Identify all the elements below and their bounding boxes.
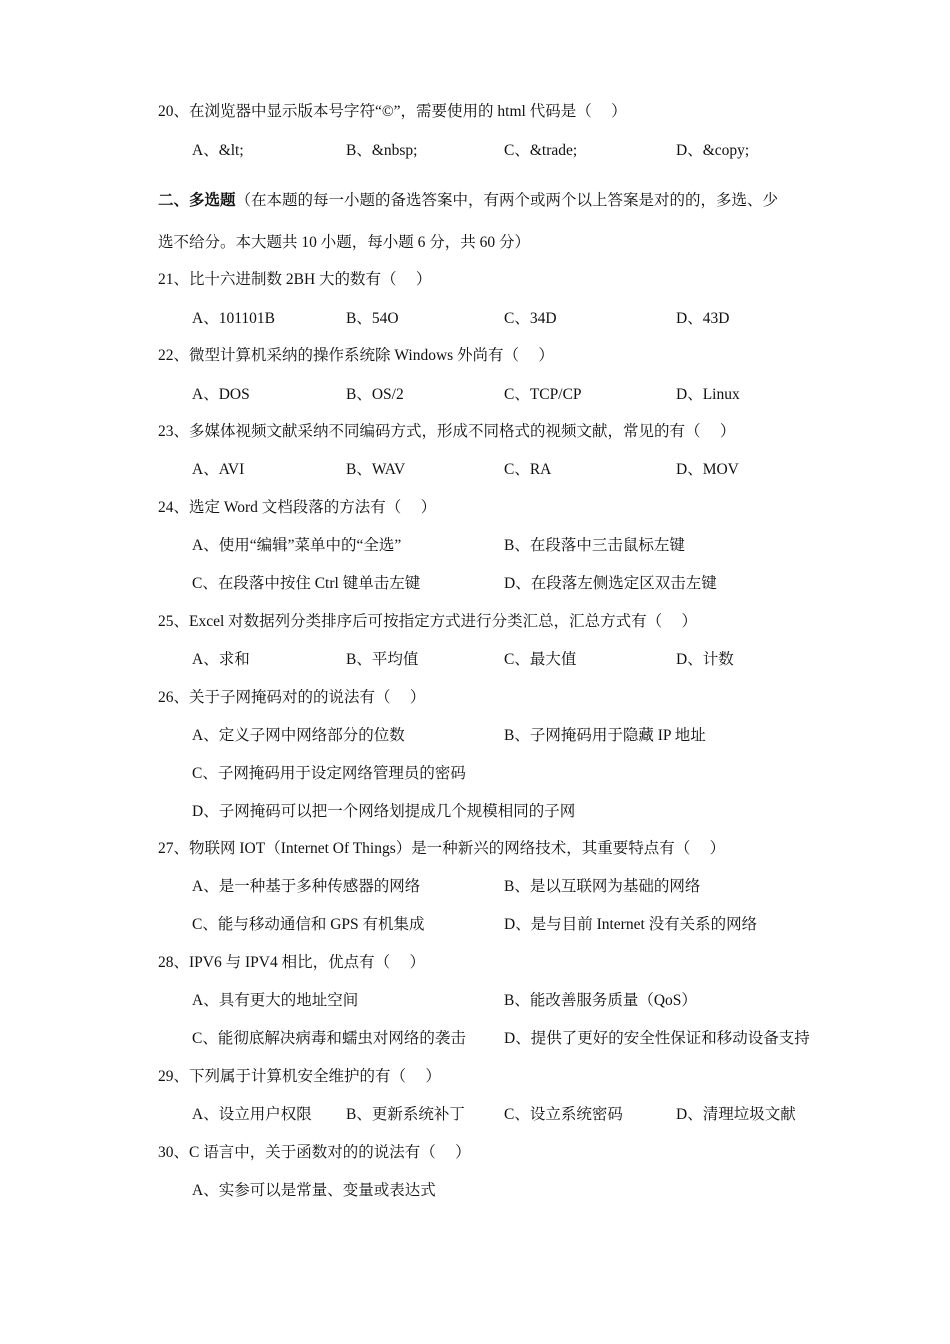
question-22-option-b: B、OS/2 [346, 386, 404, 403]
question-24-stem: 24、选定 Word 文档段落的方法有（ ） [158, 499, 437, 516]
question-30-stem: 30、C 语言中，关于函数对的的说法有（ ） [158, 1144, 471, 1161]
question-29-option-a: A、设立用户权限 [192, 1106, 312, 1123]
section-2-title: 二、多选题 [158, 192, 236, 209]
question-23-option-b: B、WAV [346, 461, 406, 478]
question-23-option-c: C、RA [504, 461, 552, 478]
question-21-stem: 21、比十六进制数 2BH 大的数有（ ） [158, 271, 432, 288]
question-26-option-a: A、定义子网中网络部分的位数 [192, 727, 405, 744]
question-27-stem: 27、物联网 IOT（Internet Of Things）是一种新兴的网络技术，其重要特点有（ ） [158, 840, 726, 857]
question-21-option-a: A、101101B [192, 310, 275, 327]
question-26-option-c: C、子网掩码用于设定网络管理员的密码 [192, 765, 466, 782]
section-2-instructions: （在本题的每一小题的备选答案中，有两个或两个以上答案是对的的，多选、少 [235, 192, 779, 209]
question-29-option-b: B、更新系统补丁 [346, 1106, 465, 1123]
question-28-option-b: B、能改善服务质量（QoS） [504, 992, 697, 1009]
question-27-option-b: B、是以互联网为基础的网络 [504, 878, 701, 895]
question-24-option-b: B、在段落中三击鼠标左键 [504, 537, 685, 554]
question-21-option-b: B、54O [346, 310, 399, 327]
question-27-option-d: D、是与目前 Internet 没有关系的网络 [504, 916, 758, 933]
question-23-option-a: A、AVI [192, 461, 245, 478]
question-26-option-d: D、子网掩码可以把一个网络划提成几个规模相同的子网 [192, 803, 576, 820]
question-21-option-d: D、43D [676, 310, 730, 327]
question-27-option-c: C、能与移动通信和 GPS 有机集成 [192, 916, 425, 933]
question-22-option-d: D、Linux [676, 386, 740, 403]
question-28-stem: 28、IPV6 与 IPV4 相比，优点有（ ） [158, 954, 425, 971]
question-25-option-d: D、计数 [676, 651, 734, 668]
question-22-stem: 22、微型计算机采纳的操作系统除 Windows 外尚有（ ） [158, 347, 554, 364]
question-25-stem: 25、Excel 对数据列分类排序后可按指定方式进行分类汇总，汇总方式有（ ） [158, 613, 698, 630]
question-20-stem: 20、在浏览器中显示版本号字符“©”，需要使用的 html 代码是（ ） [158, 103, 627, 120]
question-25-option-a: A、求和 [192, 651, 250, 668]
section-2-heading-line [158, 191, 778, 211]
question-28-option-c: C、能彻底解决病毒和蠕虫对网络的袭击 [192, 1030, 466, 1047]
question-24-option-d: D、在段落左侧选定区双击左键 [504, 575, 717, 592]
question-20-option-b: B、&nbsp; [346, 142, 418, 159]
question-25-option-b: B、平均值 [346, 651, 419, 668]
question-22-option-a: A、DOS [192, 386, 250, 403]
question-21-option-c: C、34D [504, 310, 557, 327]
question-30-option-a: A、实参可以是常量、变量或表达式 [192, 1182, 436, 1199]
question-20-option-c: C、&trade; [504, 142, 578, 159]
question-29-option-d: D、清理垃圾文献 [676, 1106, 796, 1123]
question-29-option-c: C、设立系统密码 [504, 1106, 623, 1123]
question-23-stem: 23、多媒体视频文献采纳不同编码方式，形成不同格式的视频文献，常见的有（ ） [158, 423, 736, 440]
question-20-option-d: D、&copy; [676, 142, 750, 159]
question-26-option-b: B、子网掩码用于隐藏 IP 地址 [504, 727, 706, 744]
question-28-option-a: A、具有更大的地址空间 [192, 992, 359, 1009]
question-26-stem: 26、关于子网掩码对的的说法有（ ） [158, 689, 426, 706]
question-22-option-c: C、TCP/CP [504, 386, 582, 403]
question-24-option-c: C、在段落中按住 Ctrl 键单击左键 [192, 575, 421, 592]
question-25-option-c: C、最大值 [504, 651, 577, 668]
question-27-option-a: A、是一种基于多种传感器的网络 [192, 878, 421, 895]
section-2-instructions-continued: 选不给分。本大题共 10 小题，每小题 6 分，共 60 分） [158, 234, 531, 251]
question-29-stem: 29、下列属于计算机安全维护的有（ ） [158, 1068, 441, 1085]
question-24-option-a: A、使用“编辑”菜单中的“全选” [192, 537, 402, 554]
question-20-option-a: A、&lt; [192, 142, 244, 159]
question-28-option-d: D、提供了更好的安全性保证和移动设备支持 [504, 1030, 810, 1047]
question-23-option-d: D、MOV [676, 461, 739, 478]
